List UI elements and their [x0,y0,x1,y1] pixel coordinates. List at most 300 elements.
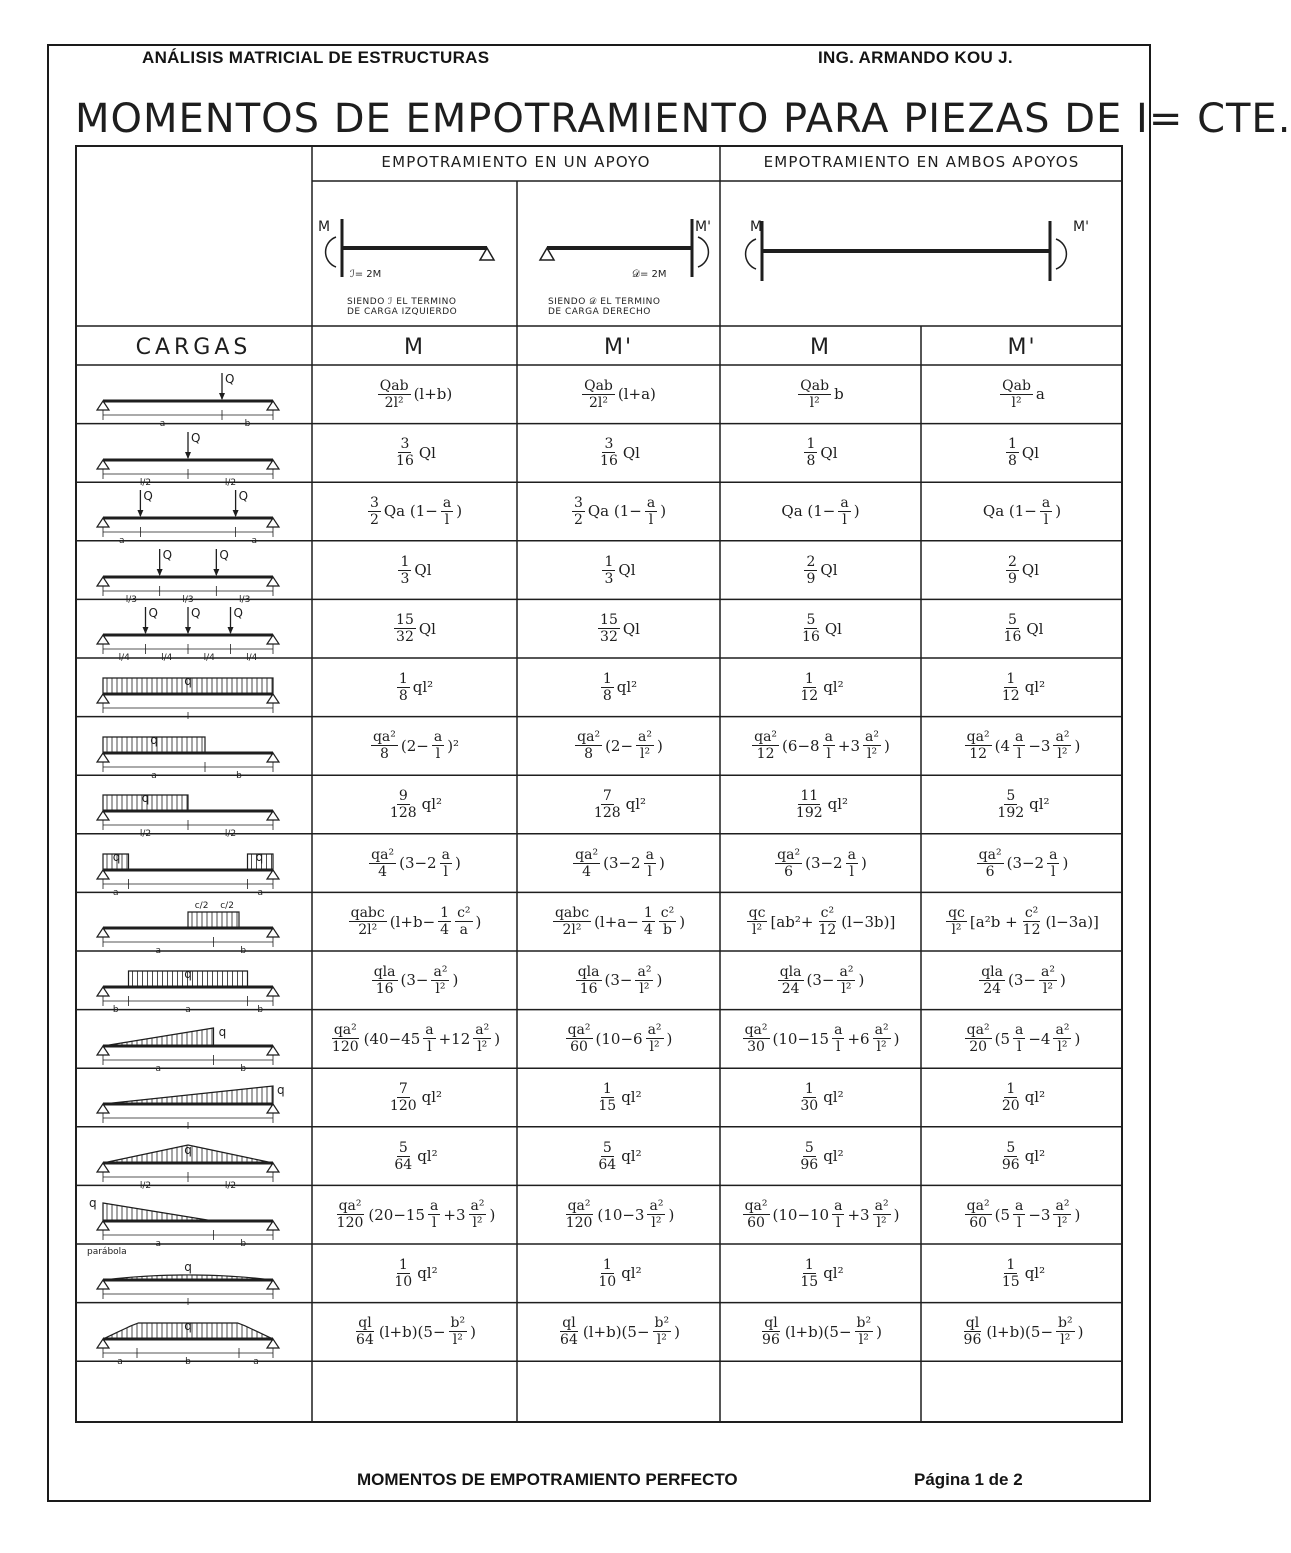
fraction [598,436,620,469]
numerator: 1 [1006,1080,1016,1097]
dimension-label: a [118,536,125,547]
denominator: l [435,746,441,763]
load-label: q [184,1142,192,1157]
numerator: 7 [602,787,612,804]
load-case-diagram [85,951,320,1015]
numerator: a² [475,1022,490,1039]
fraction [800,612,822,645]
formula-text: Ql [1021,561,1040,580]
denominator: 10 [394,1273,413,1290]
formula-text: (3− [1008,971,1036,990]
formula-text: Ql [820,561,838,580]
numerator: 1 [440,905,450,922]
fraction [397,671,410,704]
load-diagram [97,733,279,781]
load-diagram [97,1025,279,1074]
formula-text: ) [679,912,686,931]
numerator: a² [638,729,652,746]
fraction [596,1257,618,1290]
dimension-label: b [185,1356,191,1367]
formula-text: ql² [616,678,638,697]
fraction [473,1022,491,1055]
numerator: Qab [584,377,613,394]
fraction [372,964,398,997]
page-title: MOMENTOS DE EMPOTRAMIENTO PARA PIEZAS DE I= CTE. [75,96,1291,142]
numerator: a² [433,963,448,980]
load-label: Q [191,430,201,445]
numerator: a [840,494,849,511]
formula-text: ql² [823,1264,844,1283]
denominator: 9 [806,570,816,587]
arrow-head [213,569,219,576]
formula-text: (10−6 [595,1029,643,1048]
denominator: l² [656,1332,667,1349]
numerator: qa² [754,729,778,746]
fraction [995,788,1026,821]
formula-text: ) [853,502,860,521]
numerator: 7 [398,1080,408,1097]
numerator: 2 [806,553,816,570]
fraction [798,671,820,704]
numerator: qa² [338,1198,362,1215]
distributed-load [188,912,239,928]
formula-text: (3−2 [805,854,843,873]
denominator: 2l² [562,922,582,939]
load-diagram [89,1196,279,1249]
formula-text: ql² [827,795,849,814]
moment-formula [517,892,720,951]
arrow-head [157,569,163,576]
numerator: 1 [398,1256,408,1273]
denominator: 2l² [384,394,404,411]
moment-formula [312,775,517,834]
formula-text: ql² [417,1147,438,1166]
denominator: 30 [800,1097,819,1114]
distributed-load [103,1203,214,1221]
fraction [804,554,817,587]
group-one-support: EMPOTRAMIENTO EN UN APOYO [381,153,651,171]
fraction [645,495,657,528]
denominator: l² [435,980,446,997]
formula-text: (l+b)(5− [582,1322,650,1341]
formula-text: (5 [994,1205,1010,1224]
load-label: q [255,849,264,864]
formula-text: ql² [823,1088,844,1107]
formula-text: (5 [994,1029,1010,1048]
formula-text: (3− [806,971,835,990]
load-label: q [141,791,150,806]
moment-formula [517,365,720,424]
fraction [469,1198,487,1231]
numerator: ql [764,1315,778,1332]
numerator: b² [856,1315,872,1332]
fraction [1053,729,1071,762]
formula-text: ) [668,1205,675,1224]
load-case-diagram [85,365,320,429]
denominator: l [431,1215,437,1232]
denominator: b [662,922,672,939]
formula-text: ) [475,912,482,931]
arrow-head [233,510,239,517]
denominator: l [647,863,653,880]
formula-text: Qa (1− [982,502,1037,521]
moment-formula [517,1303,720,1362]
load-case-diagram [85,1068,320,1133]
denominator: l² [951,922,962,939]
formula-text: ) [893,1029,900,1048]
dimension-label: l/4 [161,653,173,664]
arrow-head [185,452,191,459]
moment-formula [720,951,921,1010]
formula-text: (3− [604,971,633,990]
note-right-1: SIENDO 𝒟 EL TERMINO [548,297,661,307]
denominator: l [1016,1039,1022,1056]
denominator: 12 [969,746,988,763]
denominator: 120 [389,1097,417,1114]
moment-formula [720,775,921,834]
numerator: a² [839,963,854,980]
denominator: l [826,746,831,763]
formula-text: ) [1074,1029,1081,1048]
formula-text: (3−2 [1006,854,1045,873]
dimension-label: l [186,1122,190,1133]
load-label: q [184,674,192,688]
numerator: a [442,494,452,511]
fraction [977,847,1004,880]
denominator: 2l² [358,922,378,939]
formula-text: Qa (1− [781,502,836,521]
dimension-label: b [112,1005,119,1015]
moment-label: M' [1073,219,1089,235]
load-diagram [97,606,279,663]
col-m-one: M [404,335,425,360]
moment-formula [921,365,1123,424]
load-label: q [150,732,158,747]
load-diagram [97,901,279,956]
formula-text: ) [1077,1322,1084,1341]
denominator: l [836,1215,841,1232]
fraction [558,1315,580,1348]
dimension-label: a [155,1239,162,1250]
formula-text: ) [494,1029,501,1048]
moment-formula [312,1244,517,1303]
moment-arc [326,237,336,267]
numerator: a [1015,1022,1024,1039]
moment-label: M' [695,219,711,235]
denominator: 20 [969,1039,988,1056]
numerator: qla [779,963,802,980]
denominator: a [459,922,468,939]
denominator: 16 [375,980,394,997]
moment-formula [517,424,720,483]
denominator: 192 [997,804,1025,821]
numerator: a² [637,963,652,980]
numerator: 5 [1006,1139,1016,1156]
formula-text: ) [876,1322,882,1341]
fraction [979,964,1005,997]
fraction [946,905,967,938]
numerator: a² [874,1198,889,1215]
formula-text: ) [860,854,867,873]
load-label: q [218,1024,227,1039]
denominator: l [443,863,449,880]
formula-text: (l+b)(5− [986,1322,1054,1341]
moment-arc [746,239,756,269]
denominator: l [836,1039,841,1056]
denominator: 120 [336,1215,364,1232]
formula-text: +3 [443,1205,466,1224]
dimension-label: b [244,419,251,429]
formula-text: ql² [1024,678,1046,697]
fraction [873,1022,891,1055]
numerator: qa² [966,729,990,746]
formula-text: Ql [618,561,636,580]
formula-text: Ql [1026,619,1044,638]
denominator: 96 [762,1332,780,1349]
moment-formula [312,599,517,658]
numerator: a [1015,1198,1024,1215]
formula-text: )² [447,736,460,755]
dimension-label: l/3 [239,594,251,605]
formula-text: ql² [1024,1088,1046,1107]
numerator: 3 [604,436,614,453]
formula-text: (3− [400,971,429,990]
fraction [1000,1257,1022,1290]
numerator: 1 [804,1080,814,1097]
moment-formula [517,717,720,776]
denominator: 12 [756,746,775,763]
fraction [1039,964,1057,997]
denominator: l [444,511,450,528]
numerator: 11 [800,787,819,804]
formula-text: (10−10 [772,1205,830,1224]
moment-formula [921,658,1123,717]
distributed-load [103,1086,273,1104]
dimension-label: l/4 [118,653,130,664]
formula-text: Ql [622,619,640,638]
fraction [423,1022,435,1055]
numerator: a² [649,1198,664,1215]
numerator: 2 [1007,553,1017,570]
load-diagram [97,674,279,722]
formula-text: [a²b + [969,912,1018,931]
moment-formula [720,1185,921,1244]
dimension-label: a [159,419,166,429]
load-diagram [87,1247,279,1308]
moment-formula [517,1068,720,1127]
formula-text: ql² [412,678,434,697]
denominator: 4 [643,922,653,939]
fraction [1013,1198,1025,1231]
numerator: 9 [398,787,408,804]
moment-formula [312,1127,517,1186]
moment-formula [921,834,1123,893]
fraction [838,495,850,528]
moment-formula [517,658,720,717]
denominator: 2 [369,511,379,528]
formula-text: ql² [421,1088,443,1107]
note-left-1: SIENDO ℐ EL TERMINO [347,297,457,307]
numerator: qa² [978,846,1002,863]
numerator: 1 [1006,670,1016,687]
dimension-label: l/2 [224,1180,237,1191]
denominator: 10 [598,1273,617,1290]
formula-text: (l+a) [617,385,656,404]
formula-text: (2− [400,736,429,755]
moment-formula [720,599,921,658]
fraction [794,788,825,821]
load-diagram [97,431,279,488]
numerator: 15 [396,612,414,629]
numerator: a [1015,729,1024,746]
denominator: l² [876,1215,887,1232]
moment-formula [921,424,1123,483]
formula-text: (3−2 [399,854,437,873]
numerator: a [425,1022,434,1039]
numerator: a [433,729,443,746]
formula-text: +3 [837,736,861,755]
load-case-diagram [85,541,320,605]
formula-text: ) [1062,854,1069,873]
numerator: qabc [554,905,590,922]
moment-formula [517,1244,720,1303]
dimension-label: a [155,1063,162,1074]
numerator: qc [948,905,965,922]
fraction [392,1257,414,1290]
denominator: 8 [379,746,389,763]
moment-formula [720,1303,921,1362]
fraction [449,1315,468,1348]
denominator: 4 [440,922,450,939]
fraction [1053,1198,1071,1231]
fraction [428,1198,440,1231]
load-label: Q [238,489,249,504]
fraction [398,554,411,587]
denominator: 12 [800,687,819,704]
formula-text: −3 [1028,1205,1051,1224]
formula-text: ) [674,1322,680,1341]
fraction [1006,436,1019,469]
moment-formula [312,834,517,893]
arrow-head [228,627,234,634]
fraction [1002,612,1024,645]
load-case-diagram [85,482,320,547]
fraction [823,729,835,762]
formula-text: ql² [1024,1264,1046,1283]
load-diagram [97,850,279,898]
load-label: c/2 [194,901,209,912]
denominator: l [1016,746,1022,763]
numerator: 1 [604,553,614,570]
fraction [1056,1315,1075,1348]
moment-formula [720,1010,921,1069]
formula-text: (6−8 [782,736,820,755]
fraction [335,1198,366,1231]
load-label: Q [162,547,173,562]
numerator: Qab [800,377,830,394]
denominator: 16 [579,980,598,997]
numerator: 5 [804,1139,814,1156]
fraction [432,729,444,762]
denominator: 8 [806,453,816,470]
moment-formula [921,1010,1123,1069]
numerator: 5 [806,612,816,629]
fraction [1040,495,1052,528]
numerator: 1 [804,1256,814,1273]
denominator: l² [639,746,651,763]
denominator: 60 [747,1215,765,1232]
load-label: q [277,1083,285,1098]
moment-formula [720,658,921,717]
fraction [832,1022,844,1055]
numerator: a [441,846,450,863]
denominator: 96 [800,1156,819,1173]
dimension-label: l/2 [139,477,152,488]
load-diagram [97,1143,279,1191]
load-case-diagram [85,658,320,722]
moment-formula [921,1068,1123,1127]
moment-formula [517,541,720,600]
formula-text: ) [456,502,463,521]
numerator: 3 [573,494,583,511]
numerator: qa² [371,846,395,863]
denominator: 64 [394,1156,413,1173]
formula-text: ) [893,1205,900,1224]
denominator: 15 [598,1097,617,1114]
moment-formula [921,951,1123,1010]
denominator: l² [866,746,878,763]
numerator: 3 [400,436,410,453]
formula-text: Ql [414,561,432,580]
numerator: a [1049,846,1058,863]
denominator: 32 [396,629,414,646]
numerator: a [834,1022,843,1039]
denominator: 60 [570,1039,588,1056]
fraction [582,378,615,411]
moment-formula [312,1010,517,1069]
fraction [647,1198,665,1231]
numerator: 1 [400,553,410,570]
fraction [798,378,831,411]
denominator: 32 [600,629,618,646]
fraction [575,729,602,762]
fraction [1013,1022,1025,1055]
denominator: 9 [1007,570,1017,587]
fraction [602,554,615,587]
fraction [846,847,858,880]
numerator: c² [1024,905,1039,922]
fraction [1006,554,1019,587]
formula-text: ql² [1024,1147,1046,1166]
fraction [804,436,817,469]
dimension-label: l/2 [224,477,237,488]
fraction [564,1198,595,1231]
fraction [1053,1022,1071,1055]
numerator: ql [562,1315,576,1332]
fraction [653,1315,672,1348]
load-diagram [97,372,279,429]
fraction [596,1081,618,1114]
formula-text: ) [884,736,890,755]
dimension-label: a [155,946,162,957]
fraction [752,729,779,762]
denominator: l² [1057,1215,1068,1232]
denominator: 16 [600,453,618,470]
denominator: l² [1057,1039,1068,1056]
fraction [743,1022,770,1055]
fraction [455,905,472,938]
formula-text: Ql [622,443,640,462]
